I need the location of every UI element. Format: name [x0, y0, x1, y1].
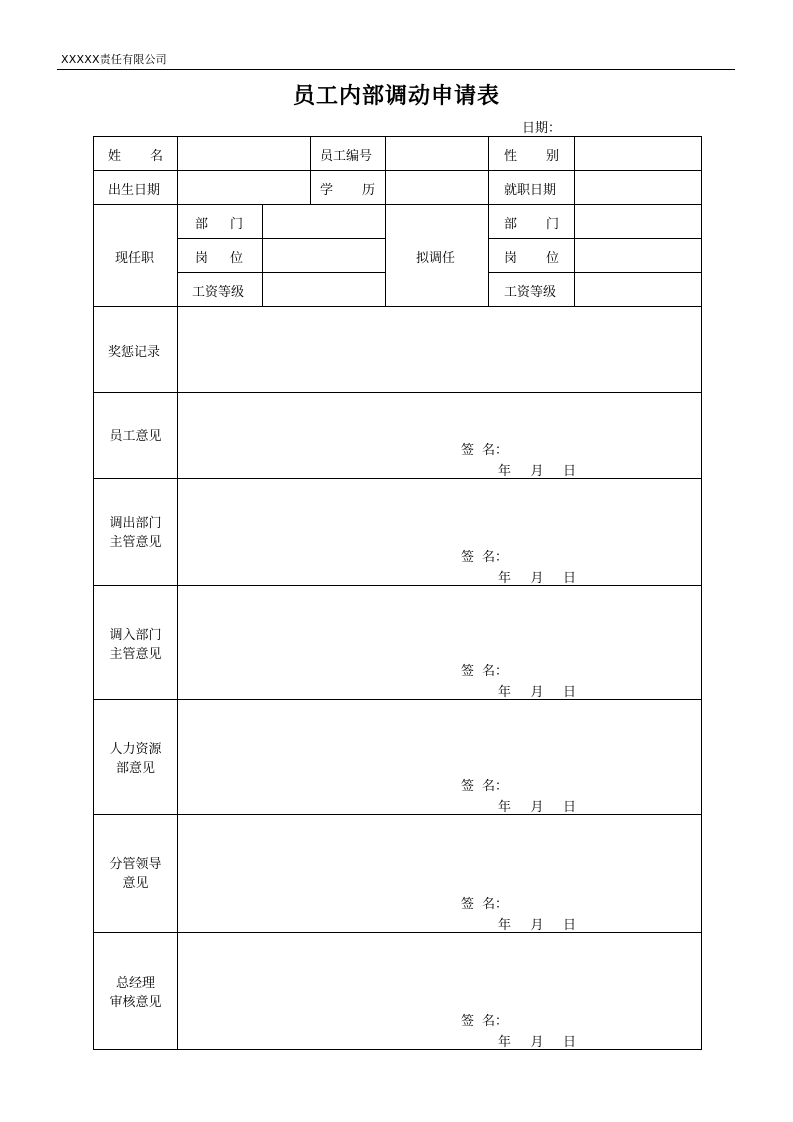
name-char: 名： — [482, 443, 509, 458]
opinion-field-1[interactable] — [177, 478, 702, 586]
opinion-field-4[interactable] — [177, 814, 702, 933]
sign-char: 签 — [461, 779, 475, 794]
opinion-label-line2: 意见 — [122, 876, 149, 891]
name-char: 名： — [482, 664, 509, 679]
proposed-post-label-char2: 位 — [545, 251, 559, 266]
date-month: 月 — [530, 1035, 544, 1050]
birth-date-field[interactable] — [177, 170, 311, 205]
opinion-label-line1: 调出部门 — [109, 516, 162, 531]
opinion-label-line1: 员工意见 — [109, 429, 162, 444]
proposed-salary-grade-field[interactable] — [574, 272, 702, 307]
opinion-label-line1: 总经理 — [115, 976, 155, 991]
opinion-label-line1: 分管领导 — [109, 857, 162, 872]
signature-date — [498, 460, 576, 479]
opinion-label-line2: 部意见 — [115, 761, 155, 776]
rewards-field[interactable] — [177, 306, 702, 393]
current-post-field[interactable] — [262, 238, 386, 273]
opinion-label-0 — [93, 427, 178, 446]
hire-date-label: 就职日期 — [504, 183, 557, 198]
current-department-field[interactable] — [262, 204, 386, 239]
date-year: 年 — [498, 685, 512, 700]
education-label-char1: 学 — [320, 183, 334, 198]
opinion-label-line2: 主管意见 — [109, 647, 162, 662]
date-year: 年 — [498, 800, 512, 815]
birth-date-label: 出生日期 — [108, 183, 161, 198]
current-department-label — [195, 213, 243, 232]
opinion-field-0[interactable] — [177, 392, 702, 479]
name-char: 名： — [482, 550, 509, 565]
education-field[interactable] — [385, 170, 489, 205]
date-year: 年 — [498, 918, 512, 933]
date-month: 月 — [530, 918, 544, 933]
current-salary-grade-label: 工资等级 — [192, 285, 245, 300]
opinion-label-line1: 调入部门 — [109, 628, 162, 643]
form-grid — [93, 136, 702, 1050]
opinion-label-line1: 人力资源 — [109, 742, 162, 757]
opinion-label-2 — [93, 626, 178, 664]
opinion-label-3 — [93, 740, 178, 778]
proposed-salary-grade-label: 工资等级 — [504, 285, 557, 300]
signature-date — [498, 1031, 576, 1050]
header-divider — [57, 69, 735, 70]
gender-label-char2: 别 — [545, 149, 559, 164]
proposed-department-label — [504, 213, 559, 232]
current-post-label — [195, 247, 243, 266]
opinion-label-line2: 审核意见 — [109, 995, 162, 1010]
date-month: 月 — [530, 800, 544, 815]
date-month: 月 — [530, 685, 544, 700]
date-day: 日 — [562, 685, 576, 700]
signature-label — [461, 775, 508, 794]
date-year: 年 — [498, 571, 512, 586]
current-salary-grade-field[interactable] — [262, 272, 386, 307]
date-month: 月 — [530, 571, 544, 586]
date-year: 年 — [498, 464, 512, 479]
date-year: 年 — [498, 1035, 512, 1050]
sign-char: 签 — [461, 897, 475, 912]
opinion-label-5 — [93, 974, 178, 1012]
proposed-post-label-char1: 岗 — [504, 251, 518, 266]
opinion-field-3[interactable] — [177, 699, 702, 815]
sign-char: 签 — [461, 664, 475, 679]
employee-id-field[interactable] — [385, 136, 489, 171]
current-post-label-char2: 位 — [229, 251, 243, 266]
signature-date — [498, 914, 576, 933]
date-month: 月 — [530, 464, 544, 479]
signature-date — [498, 681, 576, 700]
current-position-label: 现任职 — [115, 251, 155, 266]
current-post-label-char1: 岗 — [195, 251, 209, 266]
proposed-department-label-char2: 门 — [545, 217, 559, 232]
date-day: 日 — [562, 800, 576, 815]
rewards-label: 奖惩记录 — [108, 345, 161, 360]
opinion-label-line2: 主管意见 — [109, 535, 162, 550]
name-label-char1: 姓 — [108, 149, 122, 164]
date-day: 日 — [562, 1035, 576, 1050]
sign-char: 签 — [461, 1014, 475, 1029]
education-label — [320, 179, 375, 198]
date-day: 日 — [562, 464, 576, 479]
current-department-label-char1: 部 — [195, 217, 209, 232]
opinion-label-1 — [93, 514, 178, 552]
hire-date-field[interactable] — [574, 170, 702, 205]
signature-date — [498, 567, 576, 586]
signature-label — [461, 439, 508, 458]
current-department-label-char2: 门 — [229, 217, 243, 232]
date-label: 日期： — [522, 121, 562, 136]
name-field[interactable] — [177, 136, 311, 171]
signature-label — [461, 546, 508, 565]
education-label-char2: 历 — [361, 183, 375, 198]
signature-label — [461, 1010, 508, 1029]
name-char: 名： — [482, 779, 509, 794]
proposed-department-label-char1: 部 — [504, 217, 518, 232]
proposed-post-field[interactable] — [574, 238, 702, 273]
name-char: 名： — [482, 897, 509, 912]
sign-char: 签 — [461, 550, 475, 565]
company-name: XXXXX责任有限公司 — [61, 53, 167, 66]
gender-label-char1: 性 — [504, 149, 518, 164]
proposed-position-label: 拟调任 — [416, 251, 456, 266]
proposed-post-label — [504, 247, 559, 266]
date-day: 日 — [562, 918, 576, 933]
name-label-char2: 名 — [149, 149, 163, 164]
employee-id-label: 员工编号 — [320, 149, 373, 164]
gender-label — [504, 145, 559, 164]
form-title: 员工内部调动申请表 — [292, 83, 500, 109]
name-label — [108, 145, 163, 164]
opinion-field-5[interactable] — [177, 932, 702, 1050]
signature-label — [461, 893, 508, 912]
date-day: 日 — [562, 571, 576, 586]
name-char: 名： — [482, 1014, 509, 1029]
opinion-field-2[interactable] — [177, 585, 702, 700]
opinion-label-4 — [93, 855, 178, 893]
sign-char: 签 — [461, 443, 475, 458]
signature-date — [498, 796, 576, 815]
signature-label — [461, 660, 508, 679]
gender-field[interactable] — [574, 136, 702, 171]
proposed-department-field[interactable] — [574, 204, 702, 239]
